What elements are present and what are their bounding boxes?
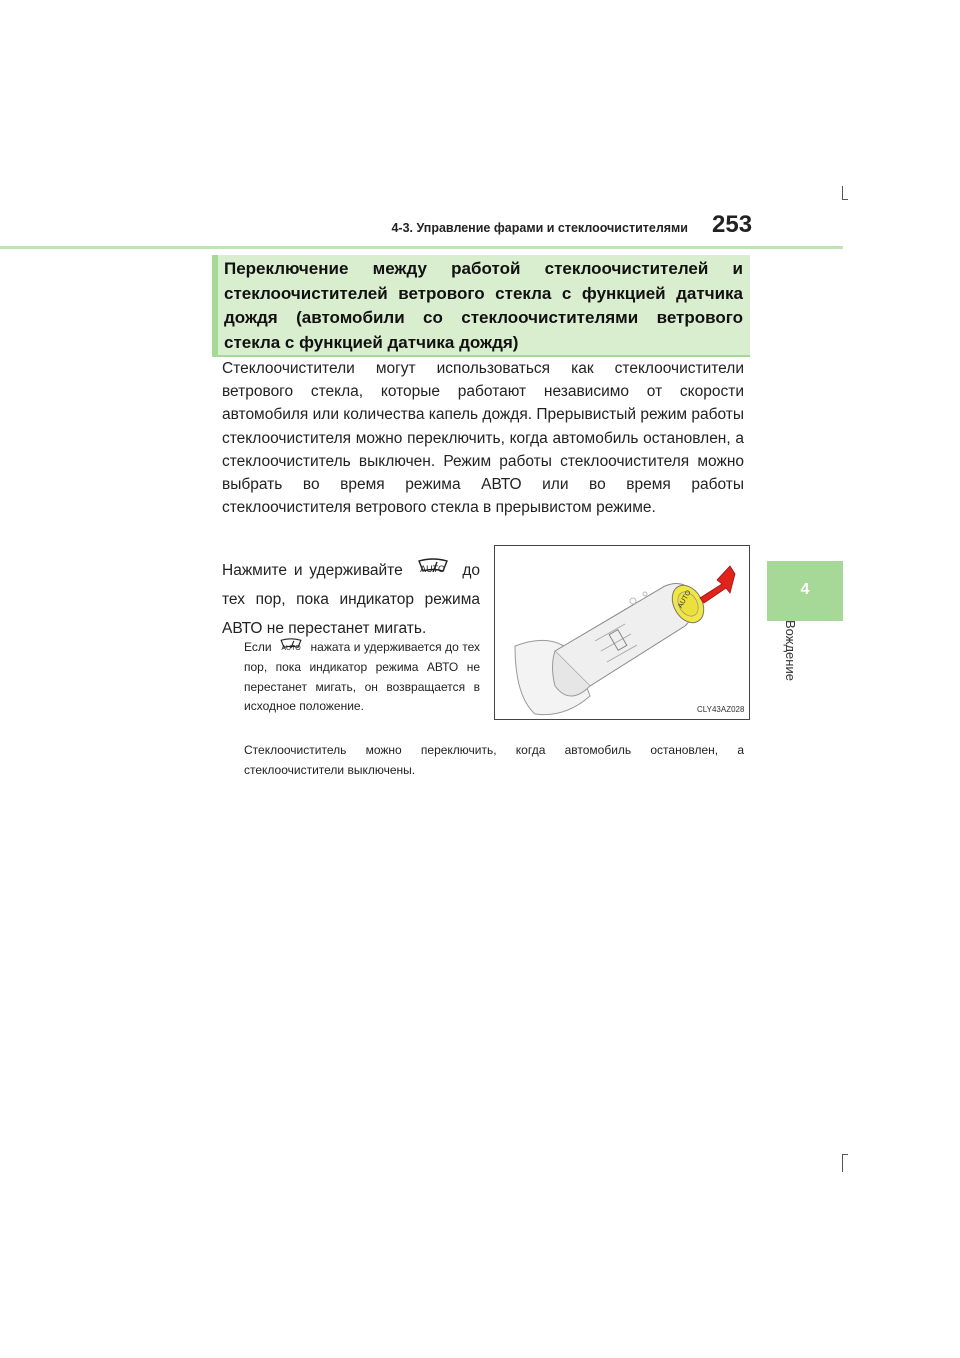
page-number: 253 bbox=[712, 211, 753, 238]
auto-wiper-icon bbox=[416, 558, 450, 584]
note1-after: нажата и удерживается до тех пор, пока индикатор режима АВТО не перестанет мигать, он возвращается в исходное положение. bbox=[244, 640, 480, 713]
body-paragraph: Стеклоочистители могут использоваться как стеклоочистители ветрового стекла, которые работают независимо от скорости автомобиля или количества капель дождя. Прерывистый режим работы стеклоочистителя можно переключить, когда автомобиль остановлен, а стеклоочиститель выключен. Режим работы стеклоочистителя можно выбрать во время режима АВТО или во время работы стеклоочистителя ветрового стекла в прерывистом режиме. bbox=[222, 360, 745, 517]
chapter-name bbox=[780, 620, 810, 710]
crop-mark-bottom bbox=[842, 1154, 843, 1172]
wiper-lever-illustration bbox=[494, 545, 750, 720]
note1-before: Если bbox=[244, 640, 272, 655]
wiper-lever-drawing bbox=[495, 546, 749, 719]
header-rule bbox=[0, 246, 843, 249]
crop-mark-top-tick bbox=[842, 199, 848, 200]
section-title: 4-3. Управление фарами и стеклоочистителями bbox=[391, 221, 688, 235]
illustration-code: CLY43AZ028 bbox=[697, 705, 745, 714]
auto-icon-label-small: AUTO bbox=[281, 644, 301, 652]
step-text-after: до тех пор, пока индикатор режима АВТО не перестанет мигать. bbox=[222, 562, 480, 637]
chapter-name-label: Вождение bbox=[783, 620, 798, 681]
auto-icon-label: AUTO bbox=[420, 563, 445, 574]
step-text-before: Нажмите и удерживайте bbox=[222, 562, 403, 579]
crop-mark-bottom-tick bbox=[842, 1154, 848, 1155]
chapter-number: 4 bbox=[800, 581, 810, 598]
heading-accent-bar bbox=[212, 255, 218, 357]
note-1 bbox=[244, 638, 480, 717]
note-2: Стеклоочиститель можно переключить, когда автомобиль остановлен, а стеклоочистители выключены. bbox=[244, 743, 744, 777]
step-instruction bbox=[222, 556, 480, 643]
auto-wiper-icon bbox=[279, 638, 303, 658]
section-heading: Переключение между работой стеклоочистителей и стеклоочистителей ветрового стекла с функцией датчика дождя (автомобили со стеклоочистителями ветрового стекла с функцией датчика дождя) bbox=[224, 259, 743, 352]
crop-mark-top bbox=[842, 186, 843, 200]
button-auto-label: AUTO bbox=[677, 589, 693, 610]
